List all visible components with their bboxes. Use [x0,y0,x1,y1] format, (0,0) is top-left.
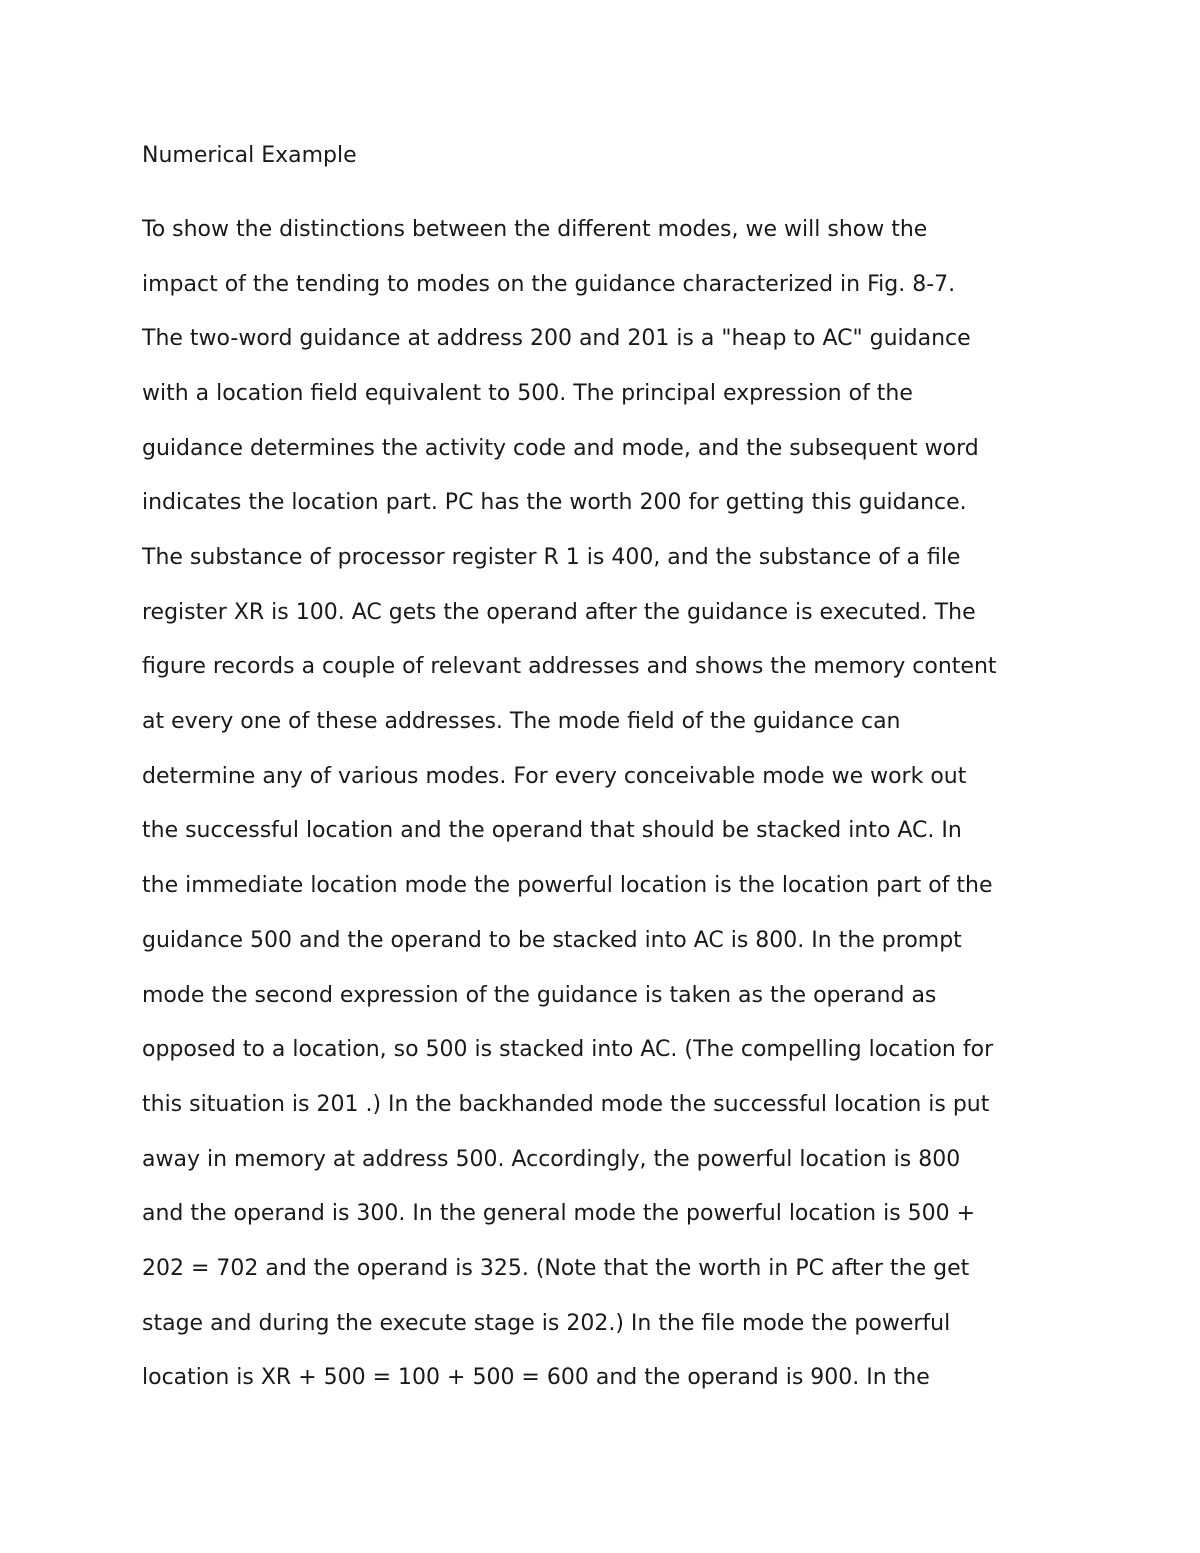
body-line: To show the distinctions between the different modes, we will show the [142,217,928,242]
body-line: opposed to a location, so 500 is stacked into AC. (The compelling location for [142,1037,994,1062]
body-line: away in memory at address 500. Accordingly, the powerful location is 800 [142,1147,961,1172]
body-line: at every one of these addresses. The mode field of the guidance can [142,709,901,734]
body-line: 202 = 702 and the operand is 325. (Note that the worth in PC after the get [142,1256,970,1281]
body-line: this situation is 201 .) In the backhanded mode the successful location is put [142,1092,990,1117]
document-heading: Numerical Example [142,143,357,168]
body-line: impact of the tending to modes on the guidance characterized in Fig. 8-7. [142,272,956,297]
body-line: determine any of various modes. For every conceivable mode we work out [142,764,967,789]
body-line: the immediate location mode the powerful location is the location part of the [142,873,993,898]
body-line: and the operand is 300. In the general mode the powerful location is 500 + [142,1201,976,1226]
body-line: the successful location and the operand that should be stacked into AC. In [142,818,962,843]
body-line: guidance 500 and the operand to be stacked into AC is 800. In the prompt [142,928,962,953]
body-line: figure records a couple of relevant addresses and shows the memory content [142,654,997,679]
body-line: The two-word guidance at address 200 and 201 is a "heap to AC" guidance [142,326,971,351]
body-line: with a location field equivalent to 500. The principal expression of the [142,381,913,406]
body-line: guidance determines the activity code and mode, and the subsequent word [142,436,979,461]
body-line: stage and during the execute stage is 202.) In the file mode the powerful [142,1311,951,1336]
body-line: mode the second expression of the guidance is taken as the operand as [142,983,937,1008]
body-line: register XR is 100. AC gets the operand after the guidance is executed. The [142,600,976,625]
body-line: The substance of processor register R 1 is 400, and the substance of a file [142,545,961,570]
body-line: indicates the location part. PC has the worth 200 for getting this guidance. [142,490,967,515]
body-line: location is XR + 500 = 100 + 500 = 600 and the operand is 900. In the [142,1365,930,1390]
